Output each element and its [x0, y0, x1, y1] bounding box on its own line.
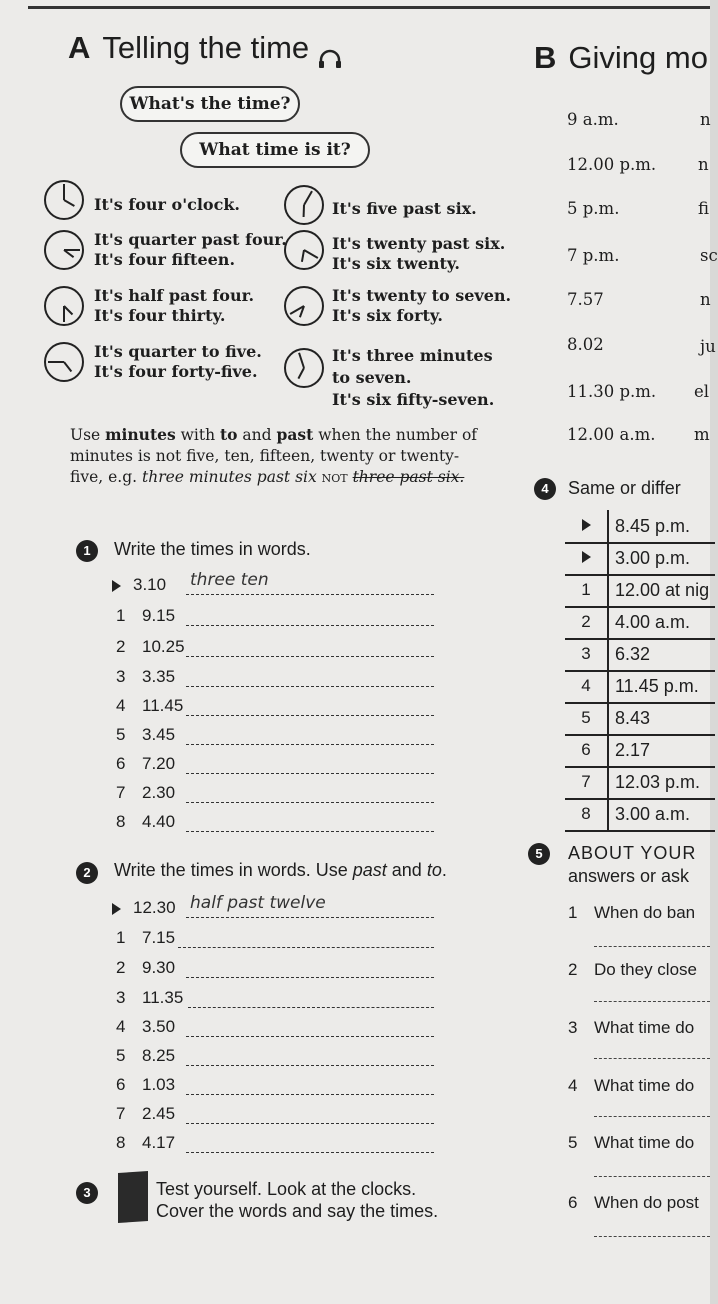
time-phrase: It's quarter past four.: [94, 230, 287, 249]
exercise-3-line1: Test yourself. Look at the clocks.: [156, 1179, 417, 1199]
time-phrase: It's half past four.: [94, 286, 255, 305]
clock-icon: [284, 286, 324, 326]
answer-line: [186, 917, 434, 918]
question-item: 4 What time do: [568, 1076, 695, 1095]
time-phrase: It's five past six.: [332, 199, 477, 218]
exercise-4-badge: 4: [534, 478, 556, 500]
top-rule: [28, 6, 710, 9]
list-item: 1 9.15: [116, 606, 176, 625]
list-item: 7 2.30: [116, 783, 176, 802]
headphones-icon: [318, 41, 342, 59]
answer-field[interactable]: [594, 1058, 710, 1059]
time-phrase: It's four thirty.: [94, 306, 226, 325]
answer-field[interactable]: [188, 1007, 434, 1008]
arrow-icon: [112, 903, 121, 915]
time-entry: 5 p.m.: [567, 199, 620, 218]
answer-field[interactable]: [186, 625, 434, 626]
question-item: 1 When do ban: [568, 903, 696, 922]
clock-icon: [284, 230, 324, 270]
time-phrase: to seven.: [332, 368, 412, 387]
time-entry: 11.30 p.m.: [567, 382, 657, 401]
answer-line: [186, 594, 434, 595]
time-phrase: It's three minutes: [332, 346, 493, 365]
table-row: 8 3.00 a.m.: [565, 798, 715, 832]
list-item: 3 3.35: [116, 667, 176, 686]
time-entry: 7 p.m.: [567, 246, 620, 265]
answer-field[interactable]: [186, 1065, 434, 1066]
time-phrase: It's six forty.: [332, 306, 443, 325]
example-item: 3.10: [112, 575, 166, 595]
answer-field[interactable]: [186, 686, 434, 687]
time-phrase: It's four forty-five.: [94, 362, 258, 381]
list-item: 2 10.25: [116, 637, 185, 656]
exercise-3-line2: Cover the words and say the times.: [156, 1201, 439, 1221]
time-entry-cut: ju: [700, 337, 716, 356]
time-entry: 7.57: [567, 290, 604, 309]
time-entry-cut: el: [694, 382, 710, 401]
list-item: 2 9.30: [116, 958, 176, 977]
clock-icon: [284, 348, 324, 388]
section-b-title: B Giving mo: [534, 40, 708, 75]
answer-field[interactable]: [594, 1116, 710, 1117]
question-item: 3 What time do: [568, 1018, 695, 1037]
question-item: 6 When do post: [568, 1193, 699, 1212]
time-entry: 12.00 a.m.: [567, 425, 656, 444]
exercise-1-title: Write the times in words.: [114, 539, 311, 559]
time-entry-cut: m: [694, 425, 710, 444]
answer-field[interactable]: [186, 802, 434, 803]
list-item: 6 7.20: [116, 754, 176, 773]
answer-field[interactable]: [594, 1236, 710, 1237]
table-row: 3 6.32: [565, 638, 715, 672]
play-icon: [565, 542, 607, 574]
exercise-5-subtitle: answers or ask: [568, 866, 690, 886]
answer-field[interactable]: [186, 977, 434, 978]
answer-field[interactable]: [594, 946, 710, 947]
example-item: 12.30: [112, 898, 176, 918]
table-row: 7 12.03 p.m.: [565, 766, 715, 800]
section-a-title: A Telling the time: [68, 30, 342, 66]
list-item: 5 3.45: [116, 725, 176, 744]
answer-field[interactable]: [594, 1001, 710, 1002]
table-row: 6 2.17: [565, 734, 715, 768]
list-item: 3 11.35: [116, 988, 184, 1007]
time-phrase: It's six twenty.: [332, 254, 460, 273]
exercise-2-title: Write the times in words. Use past and to.: [114, 860, 447, 880]
question-item: 2 Do they close: [568, 960, 697, 979]
list-item: 8 4.40: [116, 812, 176, 831]
table-row: 3.00 p.m.: [565, 542, 715, 576]
table-row: 4 11.45 p.m.: [565, 670, 715, 704]
table-row: 5 8.43: [565, 702, 715, 736]
speech-bubble-question-2: What time is it?: [180, 132, 370, 168]
handwritten-answer: three ten: [190, 570, 269, 590]
exercise-1-badge: 1: [76, 540, 98, 562]
clock-icon: [44, 180, 84, 220]
table-row: 8.45 p.m.: [565, 510, 715, 544]
time-phrase: It's quarter to five.: [94, 342, 262, 361]
arrow-icon: [112, 580, 121, 592]
list-item: 4 3.50: [116, 1017, 176, 1036]
time-entry-cut: n: [700, 110, 711, 129]
list-item: 1 7.15: [116, 928, 176, 947]
answer-field[interactable]: [186, 773, 434, 774]
answer-field[interactable]: [186, 744, 434, 745]
answer-field[interactable]: [186, 1152, 434, 1153]
time-phrase: It's twenty to seven.: [332, 286, 512, 305]
time-entry-cut: sc: [700, 246, 718, 265]
book-cover-icon: [118, 1171, 148, 1223]
answer-field[interactable]: [186, 1123, 434, 1124]
answer-field[interactable]: [186, 831, 434, 832]
time-entry: 12.00 p.m.: [567, 155, 657, 174]
table-row: 1 12.00 at nig: [565, 574, 715, 608]
time-phrase: It's six fifty-seven.: [332, 390, 495, 409]
table-row: 2 4.00 a.m.: [565, 606, 715, 640]
exercise-4-title: Same or differ: [568, 478, 681, 498]
clock-icon: [44, 230, 84, 270]
time-phrase: It's twenty past six.: [332, 234, 506, 253]
answer-field[interactable]: [186, 1036, 434, 1037]
clock-icon: [44, 286, 84, 326]
time-entry: 9 a.m.: [567, 110, 619, 129]
time-entry-cut: fi: [698, 199, 710, 218]
time-entry: 8.02: [567, 335, 604, 354]
answer-field[interactable]: [186, 1094, 434, 1095]
time-phrase: It's four o'clock.: [94, 195, 240, 214]
answer-field[interactable]: [186, 715, 434, 716]
list-item: 4 11.45: [116, 696, 184, 715]
handwritten-answer: half past twelve: [190, 893, 326, 913]
clock-icon: [284, 185, 324, 225]
exercise-3-badge: 3: [76, 1182, 98, 1204]
speech-bubble-question-1: What's the time?: [120, 86, 300, 122]
exercise-5-title: ABOUT YOUR: [568, 843, 697, 863]
time-entry-cut: n: [700, 290, 711, 309]
list-item: 5 8.25: [116, 1046, 176, 1065]
time-entry-cut: n: [698, 155, 709, 174]
answer-field[interactable]: [594, 1176, 710, 1177]
exercise-5-badge: 5: [528, 843, 550, 865]
usage-note: Use minutes with to and past when the number of minutes is not five, ten, fifteen, twenty or twenty-five, e.g. three minutes past six not three past six.: [70, 425, 478, 486]
list-item: 8 4.17: [116, 1133, 176, 1152]
list-item: 7 2.45: [116, 1104, 176, 1123]
list-item: 6 1.03: [116, 1075, 176, 1094]
time-phrase: It's four fifteen.: [94, 250, 236, 269]
clock-icon: [44, 342, 84, 382]
answer-field[interactable]: [178, 947, 434, 948]
play-icon: [565, 510, 607, 542]
answer-field[interactable]: [186, 656, 434, 657]
exercise-2-badge: 2: [76, 862, 98, 884]
question-item: 5 What time do: [568, 1133, 695, 1152]
